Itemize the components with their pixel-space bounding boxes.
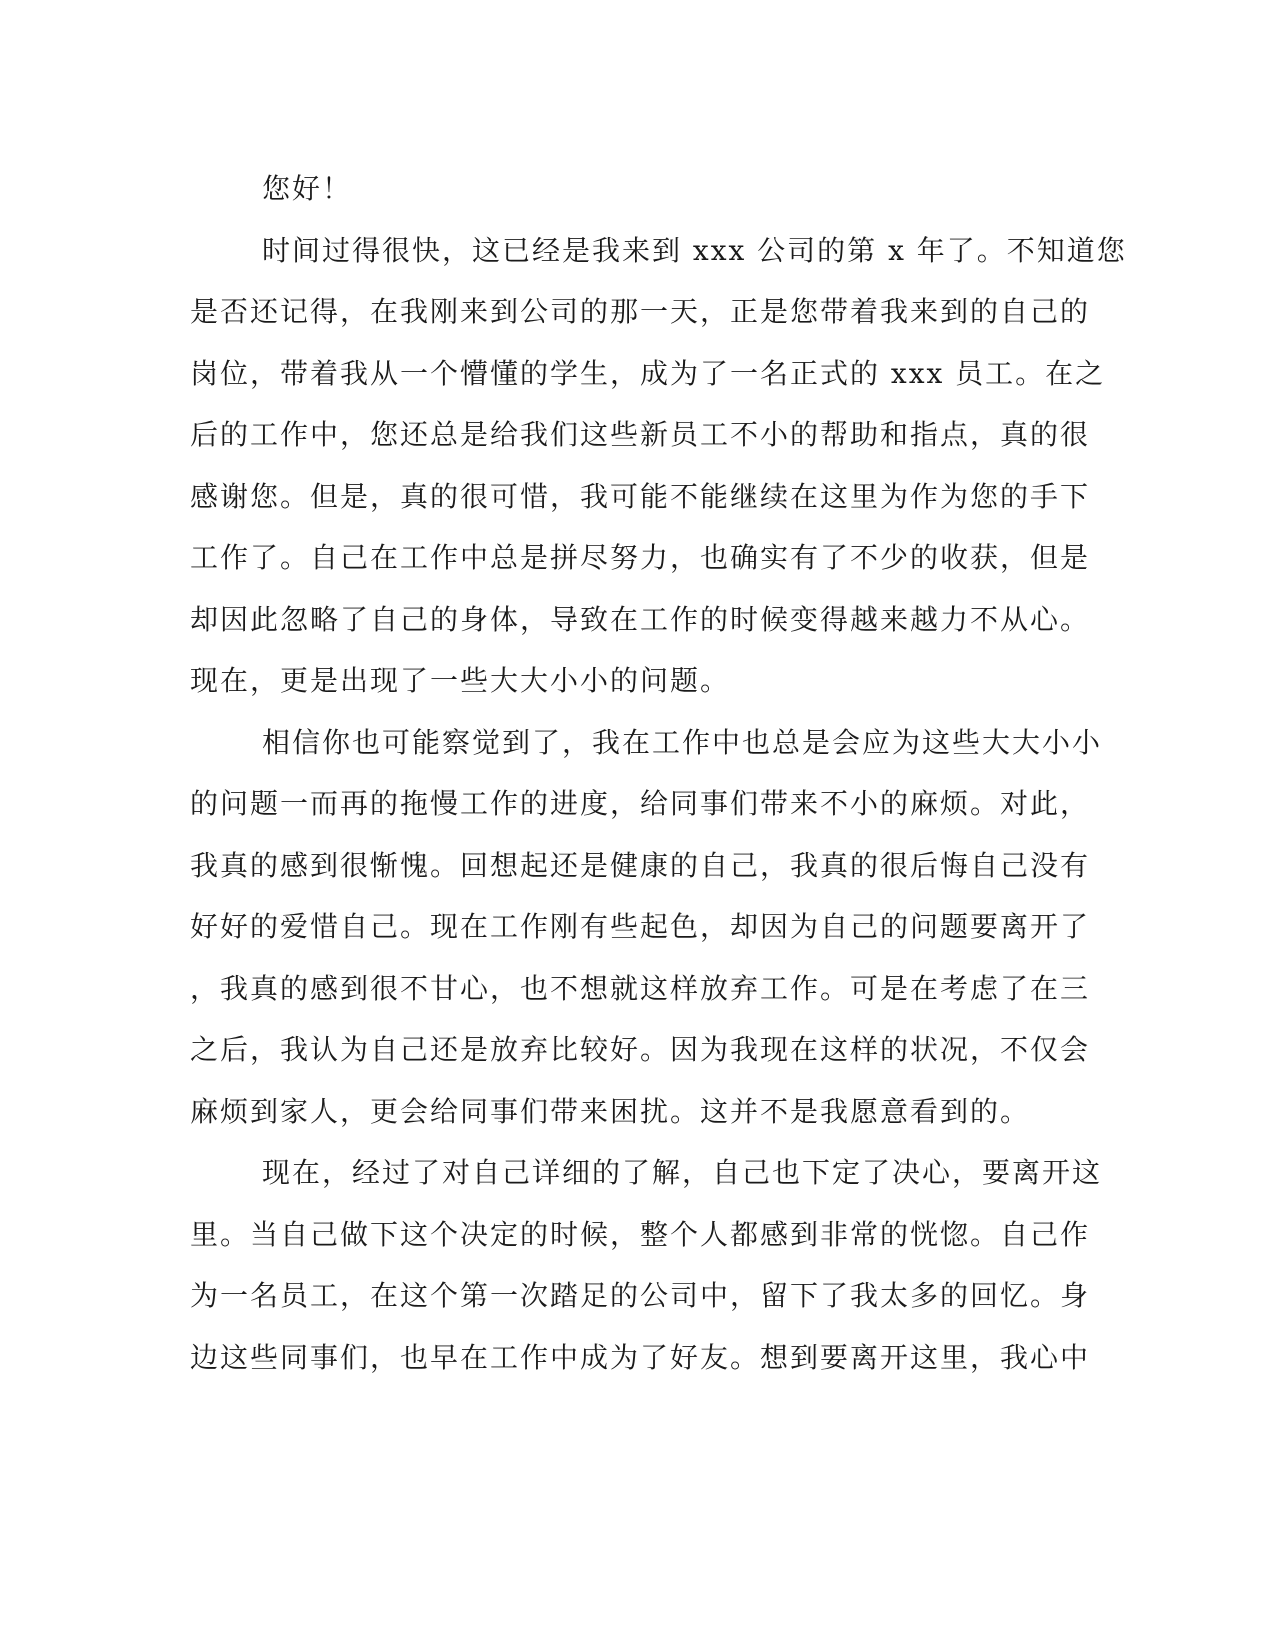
paragraph-line: 之后，我认为自己还是放弃比较好。因为我现在这样的状况，不仅会 xyxy=(190,1033,1091,1066)
paragraph-line: 岗位，带着我从一个懵懂的学生，成为了一名正式的 xxx 员工。在之 xyxy=(190,356,1106,390)
paragraph-line: 工作了。自己在工作中总是拼尽努力，也确实有了不少的收获，但是 xyxy=(190,541,1091,574)
paragraph-line: 相信你也可能察觉到了，我在工作中也总是会应为这些大大小小 xyxy=(262,725,1103,759)
paragraph-line: 好好的爱惜自己。现在工作刚有些起色，却因为自己的问题要离开了 xyxy=(190,910,1091,943)
paragraph-line: 的问题一而再的拖慢工作的进度，给同事们带来不小的麻烦。对此， xyxy=(190,787,1091,820)
paragraph-line: 为一名员工，在这个第一次踏足的公司中，留下了我太多的回忆。身 xyxy=(190,1279,1091,1312)
paragraph-line: 边这些同事们，也早在工作中成为了好友。想到要离开这里，我心中 xyxy=(190,1340,1091,1374)
paragraph-line: 感谢您。但是，真的很可惜，我可能不能继续在这里为作为您的手下 xyxy=(190,479,1091,513)
paragraph-3 xyxy=(190,1142,1103,1388)
paragraph-line: 麻烦到家人，更会给同事们带来困扰。这并不是我愿意看到的。 xyxy=(190,1094,1031,1128)
paragraph-line: 时间过得很快，这已经是我来到 xxx 公司的第 x 年了。不知道您 xyxy=(262,233,1127,267)
greeting-line: 您好！ xyxy=(262,172,353,205)
paragraph-line: ，我真的感到很不甘心，也不想就这样放弃工作。可是在考虑了在三 xyxy=(190,971,1091,1005)
paragraph-line: 里。当自己做下这个决定的时候，整个人都感到非常的恍惚。自己作 xyxy=(190,1217,1091,1251)
paragraph-2 xyxy=(190,712,1103,1143)
paragraph-1 xyxy=(190,220,1127,712)
paragraph-line: 现在，更是出现了一些大大小小的问题。 xyxy=(190,664,731,697)
letter-body xyxy=(190,158,1127,1388)
paragraph-line: 却因此忽略了自己的身体，导致在工作的时候变得越来越力不从心。 xyxy=(190,602,1091,636)
paragraph-line: 后的工作中，您还总是给我们这些新员工不小的帮助和指点，真的很 xyxy=(190,418,1091,451)
paragraph-line: 我真的感到很惭愧。回想起还是健康的自己，我真的很后悔自己没有 xyxy=(190,848,1091,882)
paragraph-line: 现在，经过了对自己详细的了解，自己也下定了决心，要离开这 xyxy=(262,1156,1103,1189)
paragraph-line: 是否还记得，在我刚来到公司的那一天，正是您带着我来到的自己的 xyxy=(190,295,1091,328)
